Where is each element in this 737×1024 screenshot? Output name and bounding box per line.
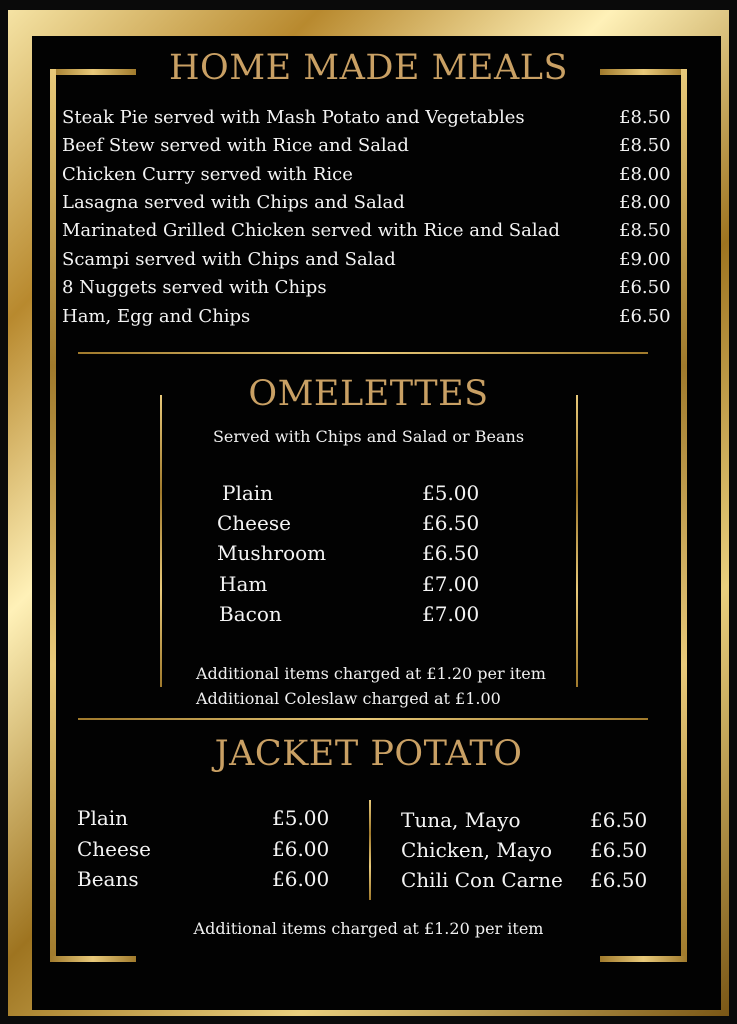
jacket-potato-note: Additional items charged at £1.20 per item — [193, 919, 544, 938]
section-divider — [78, 352, 648, 354]
jacket-potato-price: £5.00 — [272, 806, 330, 830]
meal-name: Beef Stew served with Rice and Salad — [62, 135, 409, 156]
jacket-potato-name: Plain — [77, 806, 129, 830]
jacket-potato-name: Beans — [77, 867, 139, 891]
meal-price: £8.00 — [619, 192, 671, 213]
meal-name: 8 Nuggets served with Chips — [62, 277, 327, 298]
jacket-potato-name: Tuna, Mayo — [401, 808, 521, 832]
inner-border-bottom-left — [50, 956, 136, 962]
omelettes-title: OMELETTES — [248, 374, 489, 414]
jacket-potato-name: Chili Con Carne — [401, 868, 563, 892]
meal-name: Steak Pie served with Mash Potato and Vegetables — [62, 107, 525, 128]
meal-price: £8.50 — [619, 107, 671, 128]
jacket-potato-price: £6.50 — [590, 838, 648, 862]
omelette-price: £6.50 — [422, 511, 480, 535]
jacket-potato-price: £6.00 — [272, 837, 330, 861]
section-divider — [78, 718, 648, 720]
omelette-name: Bacon — [219, 602, 282, 626]
omelette-price: £7.00 — [422, 602, 480, 626]
omelette-price: £5.00 — [422, 481, 480, 505]
omelettes-note-coleslaw: Additional Coleslaw charged at £1.00 — [196, 689, 501, 708]
inner-border-bottom-right — [600, 956, 687, 962]
omelette-price: £7.00 — [422, 572, 480, 596]
jacket-potato-name: Chicken, Mayo — [401, 838, 553, 862]
jacket-potato-price: £6.50 — [590, 868, 648, 892]
omelette-name: Cheese — [217, 511, 291, 535]
inner-border-right — [681, 69, 687, 962]
jacket-potato-name: Cheese — [77, 837, 151, 861]
home-made-meals-title: HOME MADE MEALS — [169, 48, 568, 88]
omelettes-note-items: Additional items charged at £1.20 per item — [196, 664, 546, 683]
omelette-name: Mushroom — [217, 541, 327, 565]
meal-price: £8.50 — [619, 220, 671, 241]
jacket-potato-price: £6.50 — [590, 808, 648, 832]
meal-name: Lasagna served with Chips and Salad — [62, 192, 405, 213]
omelettes-subtitle: Served with Chips and Salad or Beans — [212, 427, 525, 446]
meal-price: £6.50 — [619, 277, 671, 298]
meal-name: Scampi served with Chips and Salad — [62, 249, 396, 270]
omelette-name: Ham — [219, 572, 268, 596]
meal-price: £6.50 — [619, 306, 671, 327]
jacket-potato-title: JACKET POTATO — [214, 734, 523, 774]
omelette-name: Plain — [222, 481, 274, 505]
jacket-potato-column-divider — [369, 800, 371, 900]
inner-border-left — [50, 69, 56, 962]
jacket-potato-price: £6.00 — [272, 867, 330, 891]
meal-name: Ham, Egg and Chips — [62, 306, 251, 327]
meal-price: £8.00 — [619, 164, 671, 185]
meal-name: Marinated Grilled Chicken served with Rice and Salad — [62, 220, 560, 241]
meal-price: £9.00 — [619, 249, 671, 270]
meal-name: Chicken Curry served with Rice — [62, 164, 353, 185]
omelette-price: £6.50 — [422, 541, 480, 565]
meal-price: £8.50 — [619, 135, 671, 156]
